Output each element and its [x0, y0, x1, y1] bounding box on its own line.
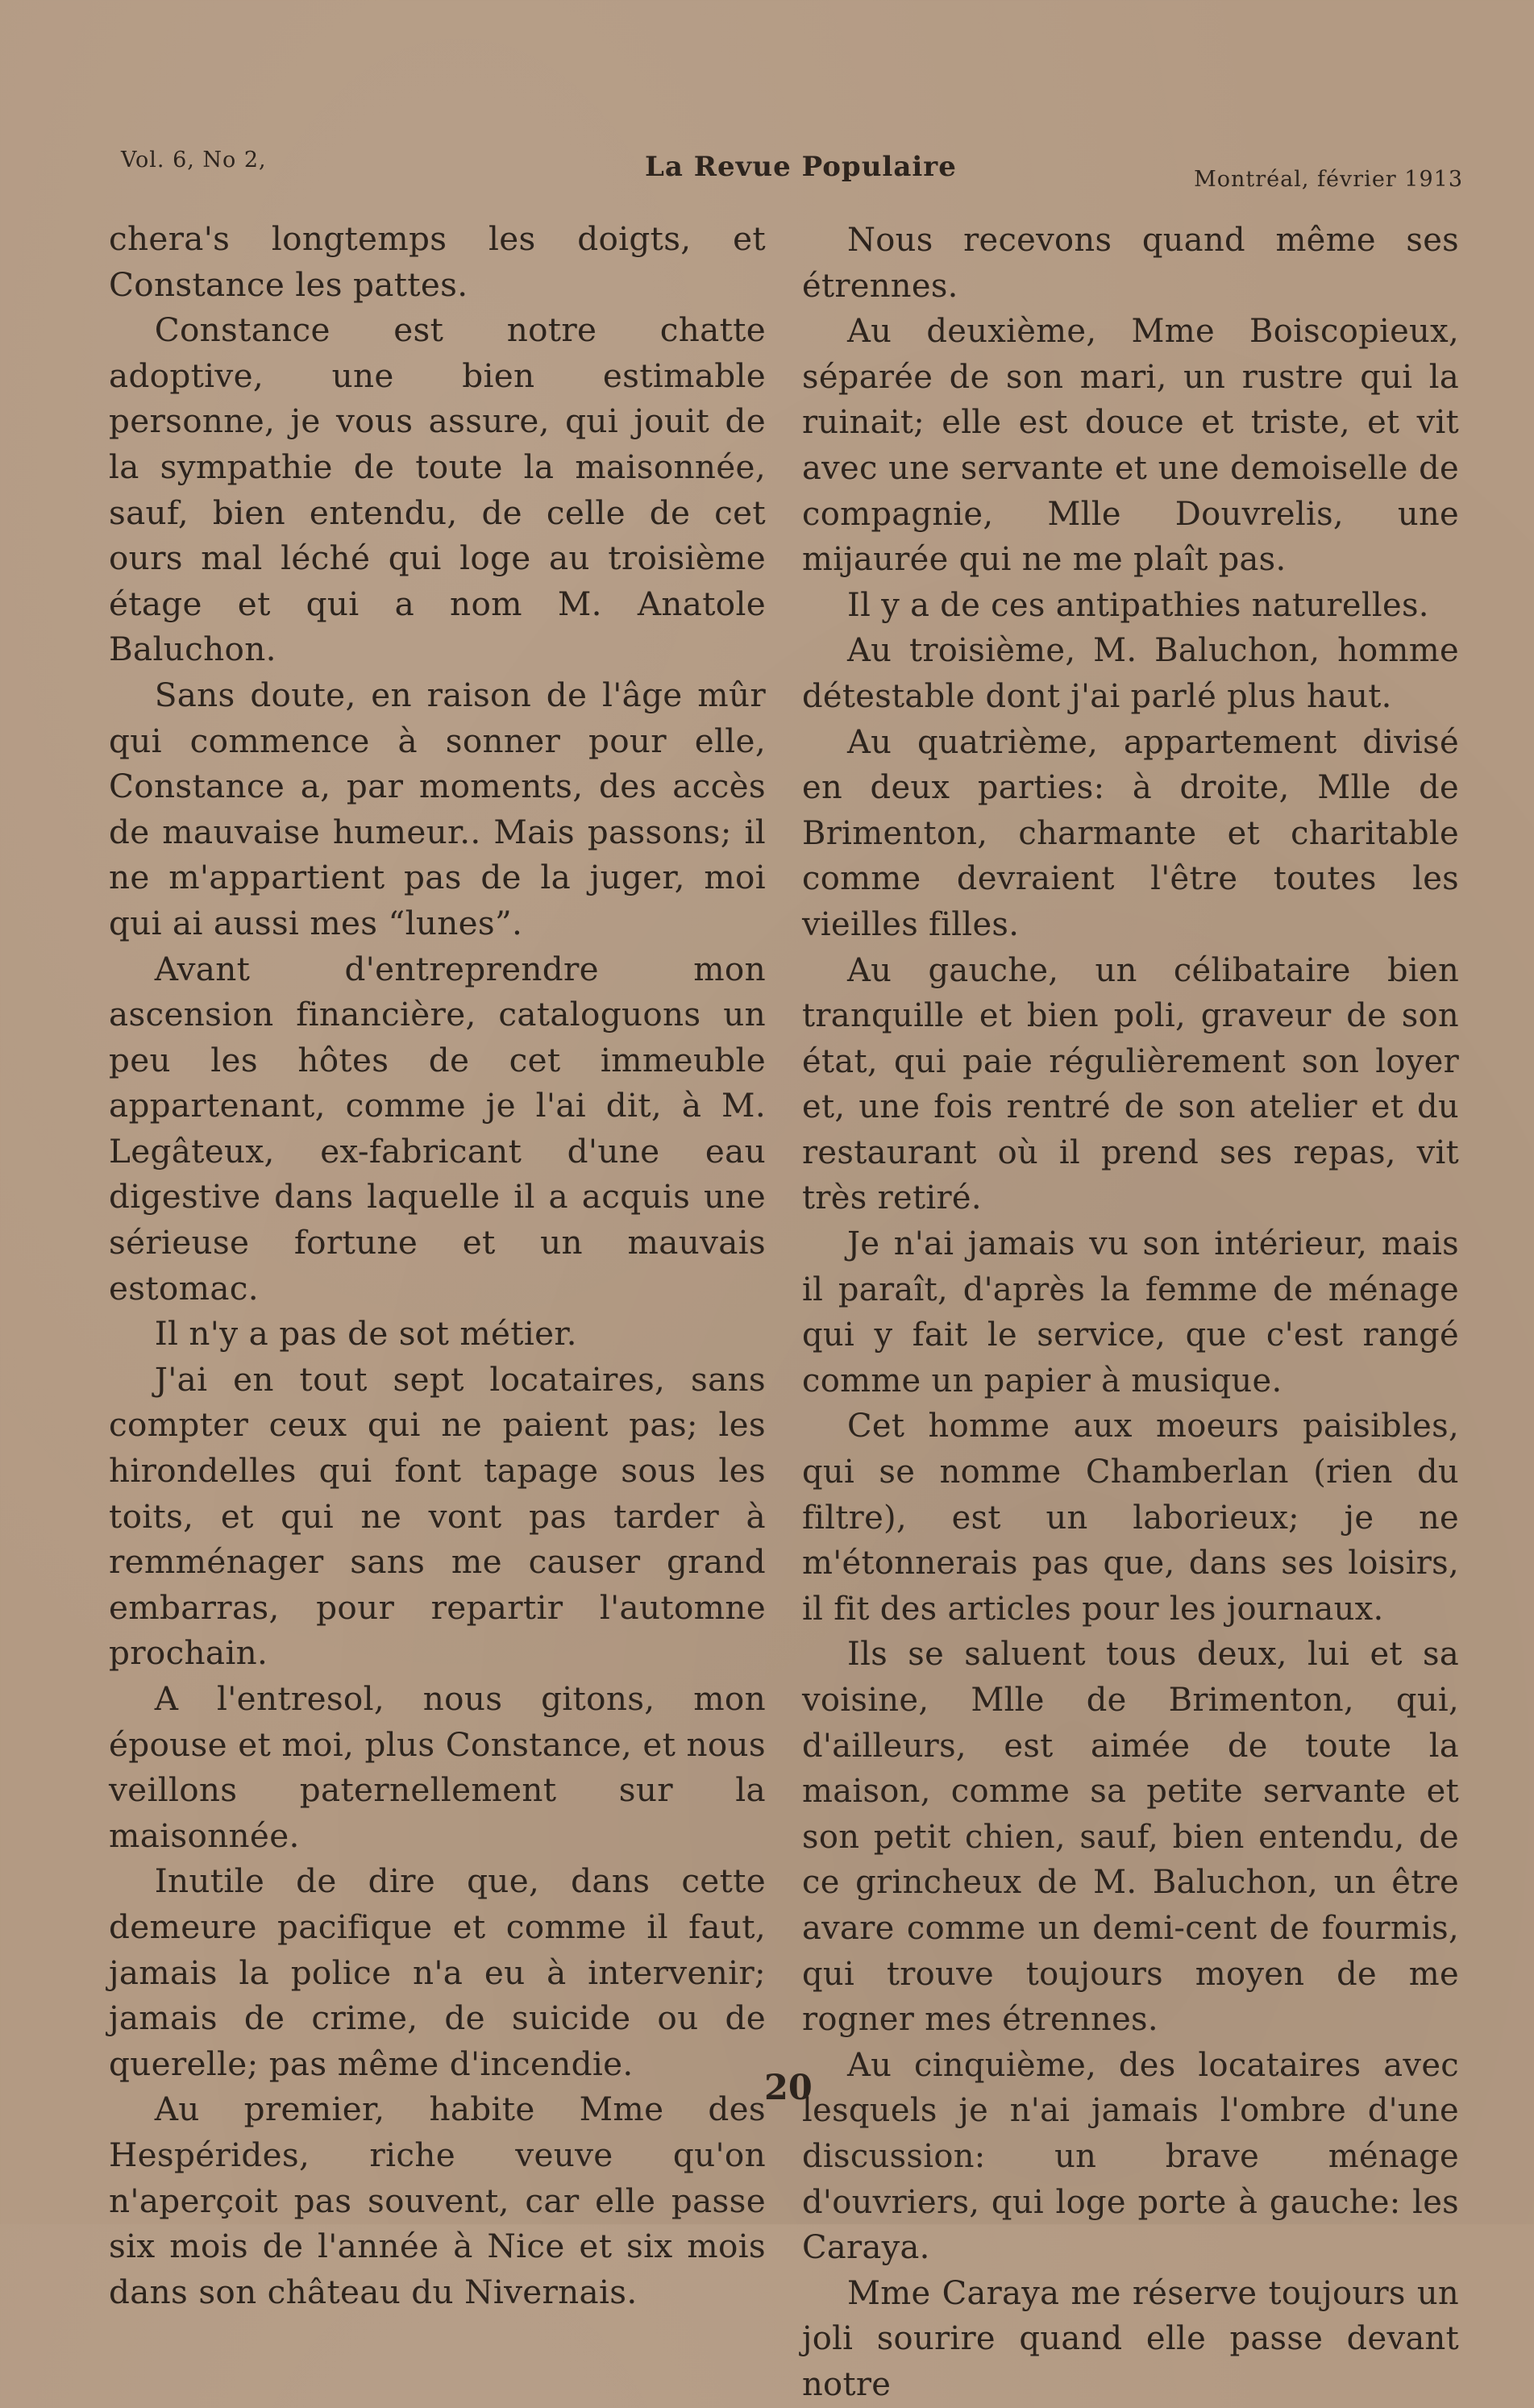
paragraph: Constance est notre chatte adoptive, une bien estimable personne, je vous assure, qui jouit de la sympathie de toute la maisonnée, sauf, bien entendu, de celle de cet ours mal léché qui loge au troisième étage et qui a nom M. Anatole Baluchon. [109, 310, 766, 669]
page-number: 20 [764, 2068, 813, 2108]
journal-title: La Revue Populaire [645, 151, 957, 183]
paragraph: A l'entresol, nous gitons, mon épouse et moi, plus Constance, et nous veillons paternellement sur la maisonnée. [109, 1679, 766, 1855]
paragraph: Inutile de dire que, dans cette demeure pacifique et comme il faut, jamais la police n'a eu à intervenir; jamais de crime, de suicide ou de querelle; pas même d'incendie. [109, 1861, 766, 2083]
paragraph: J'ai en tout sept locataires, sans compter ceux qui ne paient pas; les hirondelles qui font tapage sous les toits, et qui ne vont pas tarder à remménager sans me causer grand embarras, pour repartir l'automne prochain. [109, 1359, 766, 1673]
paragraph: Nous recevons quand même ses étrennes. [802, 222, 1459, 305]
paragraph: Il y a de ces antipathies naturelles. [847, 586, 1429, 624]
left-column [109, 216, 766, 2314]
paragraph: Mme Caraya me réserve toujours un joli sourire quand elle passe devant notre [802, 2274, 1459, 2403]
paragraph: chera's longtemps les doigts, et Constance les pattes. [109, 219, 766, 304]
paragraph: Il n'y a pas de sot métier. [154, 1314, 577, 1354]
paragraph: Au gauche, un célibataire bien tranquille et bien poli, graveur de son état, qui paie régulièrement son loyer et, une fois rentré de son atelier et du restaurant où il prend ses repas, vit très retiré. [802, 951, 1459, 1217]
paragraph: Au quatrième, appartement divisé en deux parties: à droite, Mlle de Brimenton, charmante et charitable comme devraient l'être toutes les vieilles filles. [802, 723, 1459, 943]
volume-number: Vol. 6, No 2, [121, 148, 267, 173]
paragraph: Au troisième, M. Baluchon, homme détestable dont j'ai parlé plus haut. [802, 632, 1459, 715]
paragraph: Avant d'entreprendre mon ascension financière, cataloguons un peu les hôtes de cet immeuble appartenant, comme je l'ai dit, à M. Legâteux, ex-fabricant d'une eau digestive dans laquelle il a acquis une sérieuse fortune et un mauvais estomac. [109, 949, 766, 1308]
place-date: Montréal, février 1913 [1194, 167, 1463, 192]
page-header [121, 141, 1463, 198]
paragraph: Cet homme aux moeurs paisibles, qui se nomme Chamberlan (rien du filtre), est un laborieux; je ne m'étonnerais pas que, dans ses loisirs, il fit des articles pour les journaux. [802, 1408, 1459, 1628]
paragraph: Au deuxième, Mme Boiscopieux, séparée de son mari, un rustre qui la ruinait; elle est douce et triste, et vit avec une servante et une demoiselle de compagnie, Mlle Douvrelis, une mijaurée qui ne me plaît pas. [802, 313, 1459, 579]
paragraph: Au cinquième, des locataires avec lesquels je n'ai jamais l'ombre d'une discussion: un brave ménage d'ouvriers, qui loge porte à gauche: les Caraya. [802, 2046, 1459, 2267]
right-column [802, 218, 1459, 2408]
paragraph: Je n'ai jamais vu son intérieur, mais il paraît, d'après la femme de ménage qui y fait le service, que c'est rangé comme un papier à musique. [802, 1225, 1459, 1399]
paragraph: Ils se saluent tous deux, lui et sa voisine, Mlle de Brimenton, qui, d'ailleurs, est aimée de toute la maison, comme sa petite servante et son petit chien, sauf, bien entendu, de ce grincheux de M. Baluchon, un être avare comme un demi-cent de fourmis, qui trouve toujours moyen de me rogner mes étrennes. [802, 1636, 1459, 2039]
paragraph: Sans doute, en raison de l'âge mûr qui commence à sonner pour elle, Constance a, par moments, des accès de mauvaise humeur.. Mais passons; il ne m'appartient pas de la juger, moi qui ai aussi mes “lunes”. [109, 675, 766, 942]
paragraph: Au premier, habite Mme des Hespérides, riche veuve qu'on n'aperçoit pas souvent, car elle passe six mois de l'année à Nice et six mois dans son château du Nivernais. [109, 2090, 766, 2311]
